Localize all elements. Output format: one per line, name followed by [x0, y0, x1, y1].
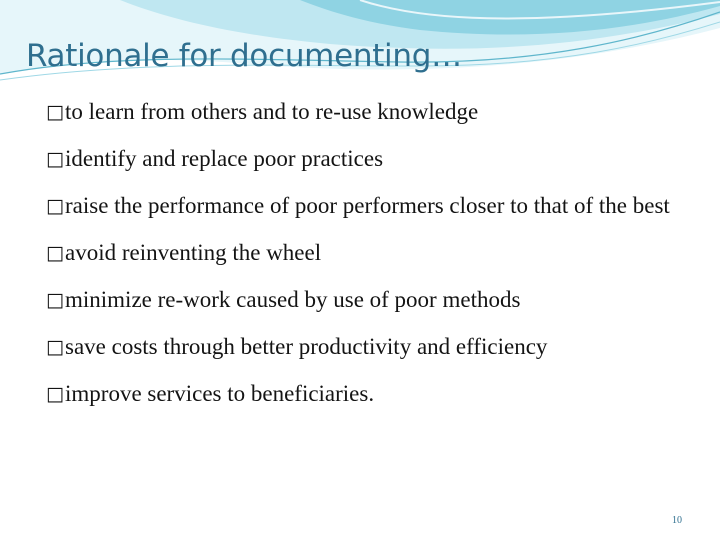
bullet-text: minimize re-work caused by use of poor methods	[65, 287, 521, 312]
bullet-marker-icon: □	[46, 336, 64, 358]
bullet-item	[46, 235, 696, 271]
bullet-marker-icon: □	[46, 195, 64, 217]
bullet-item	[46, 141, 696, 177]
bullet-text: identify and replace poor practices	[65, 146, 384, 171]
bullet-text: save costs through better productivity and efficiency	[65, 334, 548, 359]
bullet-item	[46, 376, 696, 412]
bullet-item	[46, 94, 696, 130]
bullet-list	[46, 94, 696, 423]
slide-title: Rationale for documenting…	[26, 38, 462, 74]
bullet-text: avoid reinventing the wheel	[65, 240, 322, 265]
bullet-marker-icon: □	[46, 242, 64, 264]
bullet-text: improve services to beneficiaries.	[65, 381, 375, 406]
bullet-text: to learn from others and to re-use knowledge	[65, 99, 479, 124]
bullet-item	[46, 329, 696, 365]
bullet-text: raise the performance of poor performers closer to that of the best	[65, 193, 670, 218]
bullet-marker-icon: □	[46, 289, 64, 311]
bullet-marker-icon: □	[46, 383, 64, 405]
bullet-marker-icon: □	[46, 148, 64, 170]
bullet-marker-icon: □	[46, 101, 64, 123]
bullet-item	[46, 188, 696, 224]
bullet-item	[46, 282, 696, 318]
page-number: 10	[672, 515, 682, 526]
